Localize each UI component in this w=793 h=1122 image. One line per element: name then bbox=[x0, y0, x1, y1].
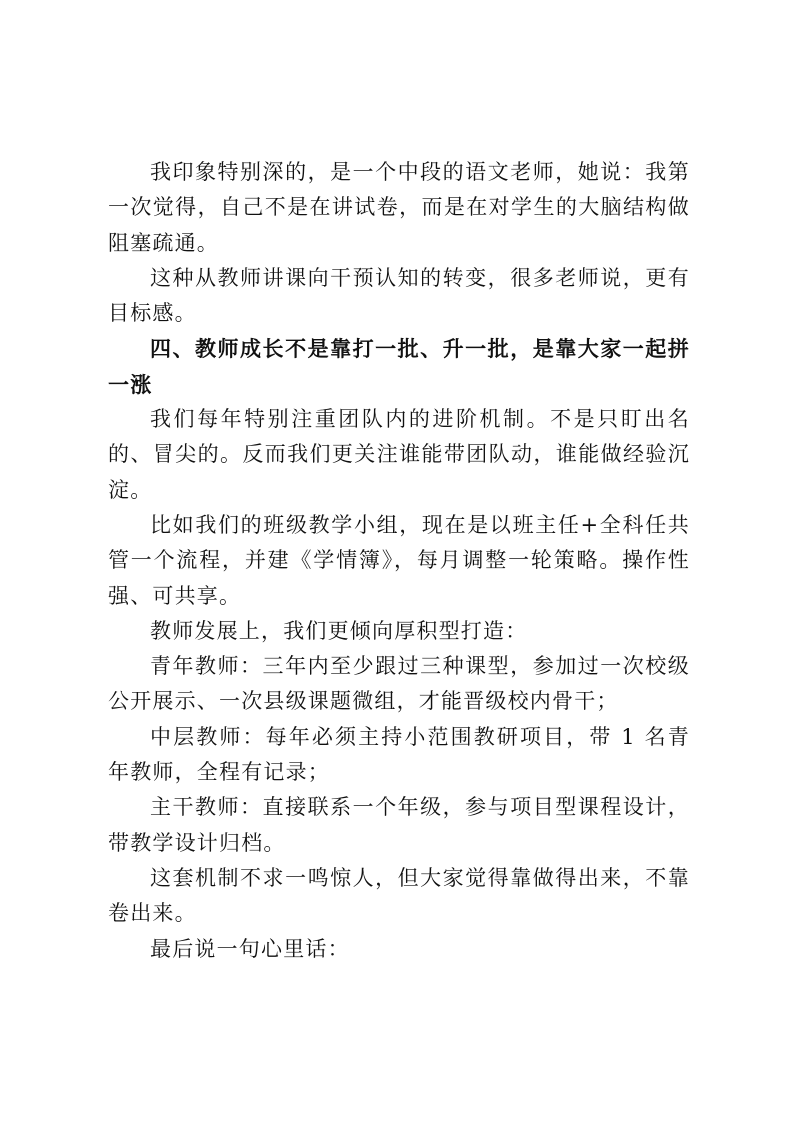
section-heading: 四、教师成长不是靠打一批、升一批，是靠大家一起拼一涨 bbox=[108, 336, 690, 397]
paragraph: 主干教师：直接联系一个年级，参与项目型课程设计，带教学设计归档。 bbox=[108, 795, 690, 855]
paragraph: 我们每年特别注重团队内的进阶机制。不是只盯出名的、冒尖的。反而我们更关注谁能带团队动，谁能做经验沉淀。 bbox=[108, 407, 690, 502]
document-body bbox=[108, 155, 690, 967]
paragraph: 这套机制不求一鸣惊人，但大家觉得靠做得出来，不靠卷出来。 bbox=[108, 865, 690, 926]
paragraph: 比如我们的班级教学小组，现在是以班主任+全科任共管一个流程，并建《学情簿》，每月调整一轮策略。操作性强、可共享。 bbox=[108, 512, 690, 608]
paragraph: 青年教师：三年内至少跟过三种课型，参加过一次校级公开展示、一次县级课题微组，才能晋级校内骨干； bbox=[108, 654, 690, 714]
paragraph: 中层教师：每年必须主持小范围教研项目，带 1 名青年教师，全程有记录； bbox=[108, 724, 690, 785]
paragraph: 最后说一句心里话： bbox=[150, 936, 350, 961]
paragraph: 这种从教师讲课向干预认知的转变，很多老师说，更有目标感。 bbox=[108, 265, 690, 326]
paragraph: 我印象特别深的，是一个中段的语文老师，她说：我第一次觉得，自己不是在讲试卷，而是在对学生的大脑结构做阻塞疏通。 bbox=[108, 160, 690, 255]
paragraph: 教师发展上，我们更倾向厚积型打造： bbox=[150, 618, 528, 643]
